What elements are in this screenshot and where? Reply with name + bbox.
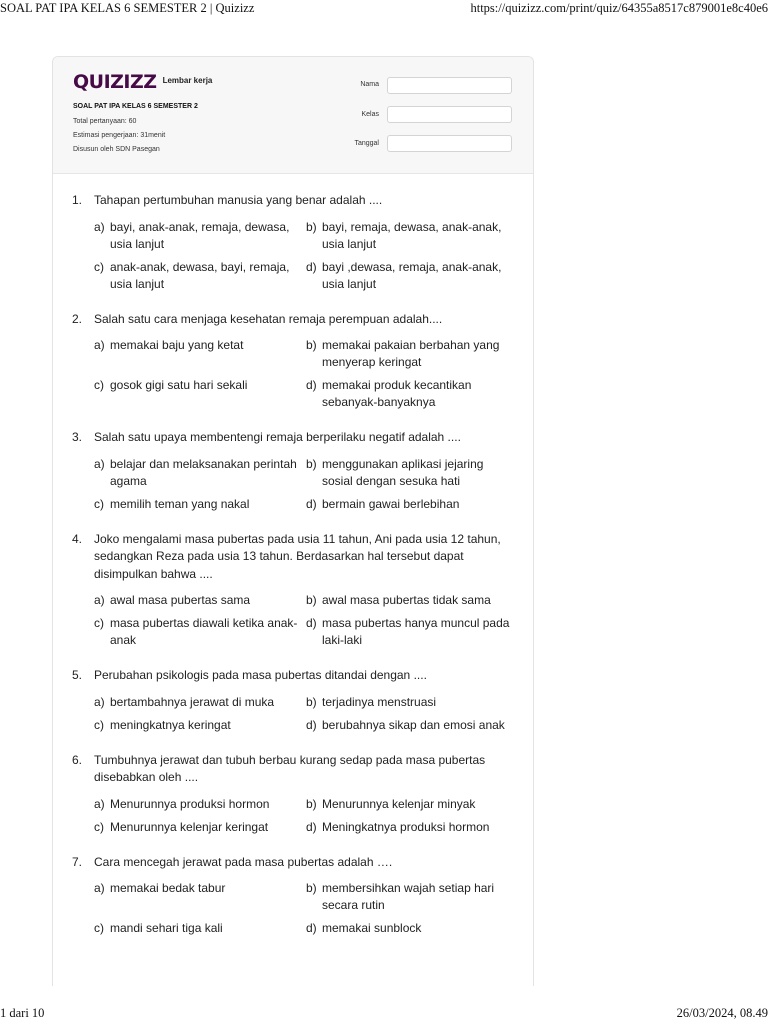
option-letter: b) [306, 593, 317, 607]
question-3 [72, 429, 517, 513]
option-letter: b) [306, 881, 317, 895]
quizizz-logo: QUIZIZZ [73, 71, 157, 93]
option-letter: d) [306, 496, 317, 511]
option-letter: b) [306, 338, 317, 352]
option-text: awal masa pubertas sama [110, 593, 251, 607]
option-letter: c) [94, 717, 104, 732]
print-header [0, 0, 768, 18]
option-letter: c) [94, 616, 104, 630]
option-letter: a) [94, 796, 105, 811]
option-a [94, 219, 306, 253]
option-c [94, 717, 306, 734]
option-letter: c) [94, 259, 104, 274]
option-d [306, 717, 518, 734]
option-text: bayi ,dewasa, remaja, anak-anak, usia lanjut [322, 259, 502, 291]
option-a [94, 694, 306, 711]
option-b [306, 694, 518, 711]
option-text: memakai pakaian berbahan yang menyerap keringat [322, 338, 500, 369]
question-text: Tahapan pertumbuhan manusia yang benar adalah .... [94, 193, 383, 207]
option-letter: b) [306, 796, 317, 811]
option-text: mandi sehari tiga kali [110, 921, 223, 935]
estimated-time: Estimasi pengerjaan: 31menit [73, 132, 166, 139]
option-a [94, 880, 306, 914]
question-number: 5. [72, 668, 83, 682]
question-number: 6. [72, 752, 83, 767]
option-d [306, 615, 518, 649]
option-text: bertambahnya jerawat di muka [110, 694, 275, 709]
question-number: 3. [72, 430, 83, 444]
option-text: memakai bedak tabur [110, 881, 226, 895]
print-page-url[interactable]: https://quizizz.com/print/quiz/64355a8517c879001e8c40e6 [470, 1, 768, 15]
question-text: Salah satu cara menjaga kesehatan remaja perempuan adalah.... [94, 311, 443, 326]
class-field[interactable] [387, 106, 512, 123]
option-letter: b) [306, 219, 317, 234]
question-text: Perubahan psikologis pada masa pubertas ditandai dengan .... [94, 668, 427, 682]
worksheet-header [53, 57, 533, 174]
question-2 [72, 311, 517, 412]
option-c [94, 259, 306, 293]
option-letter: a) [94, 881, 105, 895]
print-footer [0, 1002, 768, 1024]
option-text: Menurunnya kelenjar keringat [110, 819, 269, 834]
option-letter: b) [306, 456, 317, 471]
option-letter: d) [306, 616, 317, 630]
option-letter: d) [306, 717, 317, 732]
option-letter: d) [306, 819, 317, 834]
option-letter: d) [306, 921, 317, 935]
option-b [306, 880, 518, 914]
option-b [306, 219, 518, 253]
option-a [94, 337, 306, 371]
option-c [94, 615, 306, 649]
option-c [94, 819, 306, 836]
option-text: meningkatnya keringat [110, 717, 231, 732]
question-text: Tumbuhnya jerawat dan tubuh berbau kurang sedap pada masa pubertas disebabkan oleh .... [94, 752, 486, 784]
question-7 [72, 854, 517, 938]
question-4 [72, 531, 517, 650]
question-text: Joko mengalami masa pubertas pada usia 11 tahun, Ani pada usia 12 tahun, sedangkan Reza pada usia 13 tahun. Berdasarkan hal tersebut dapat disimpulkan bahwa .... [94, 531, 501, 581]
option-letter: d) [306, 259, 317, 274]
option-text: memakai baju yang ketat [110, 338, 244, 352]
option-b [306, 592, 518, 609]
quiz-title: SOAL PAT IPA KELAS 6 SEMESTER 2 [73, 103, 198, 110]
page-number: 1 dari 10 [0, 1006, 45, 1020]
option-a [94, 796, 306, 813]
option-text: memakai sunblock [322, 921, 422, 935]
option-letter: b) [306, 694, 317, 709]
brand [73, 71, 212, 93]
option-b [306, 337, 518, 371]
question-text: Cara mencegah jerawat pada masa pubertas adalah …. [94, 854, 393, 869]
option-a [94, 592, 306, 609]
option-text: terjadinya menstruasi [322, 694, 437, 709]
question-1 [72, 192, 517, 293]
option-text: bayi, anak-anak, remaja, dewasa, usia lanjut [110, 219, 290, 251]
option-c [94, 920, 306, 937]
question-number: 1. [72, 193, 83, 207]
total-questions: Total pertanyaan: 60 [73, 118, 137, 125]
option-d [306, 920, 518, 937]
option-text: Menurunnya kelenjar minyak [322, 796, 476, 811]
option-text: berubahnya sikap dan emosi anak [322, 717, 505, 732]
option-letter: a) [94, 219, 105, 234]
print-datetime: 26/03/2024, 08.49 [676, 1006, 768, 1020]
author: Disusun oleh SDN Pasegan [73, 146, 160, 153]
option-text: gosok gigi satu hari sekali [110, 378, 248, 392]
option-text: Menurunnya produksi hormon [110, 796, 270, 811]
option-letter: c) [94, 819, 104, 834]
option-letter: a) [94, 694, 105, 709]
option-d [306, 496, 518, 513]
option-b [306, 456, 518, 490]
option-text: masa pubertas hanya muncul pada laki-laki [322, 616, 510, 647]
name-label: Nama [360, 81, 379, 88]
worksheet-label: Lembar kerja [162, 75, 213, 85]
option-text: bayi, remaja, dewasa, anak-anak, usia lanjut [322, 219, 502, 251]
question-6 [72, 752, 517, 836]
option-text: menggunakan aplikasi jejaring sosial dengan sesuka hati [322, 456, 484, 488]
option-d [306, 377, 518, 411]
option-text: anak-anak, dewasa, bayi, remaja, usia lanjut [110, 259, 290, 291]
option-letter: c) [94, 921, 104, 935]
worksheet [52, 56, 534, 986]
question-number: 7. [72, 854, 83, 869]
option-c [94, 377, 306, 411]
option-letter: a) [94, 456, 105, 471]
option-text: membersihkan wajah setiap hari secara rutin [322, 881, 495, 912]
option-text: belajar dan melaksanakan perintah agama [110, 456, 297, 488]
class-label: Kelas [361, 111, 379, 118]
name-field[interactable] [387, 77, 512, 94]
option-text: awal masa pubertas tidak sama [322, 593, 491, 607]
option-letter: d) [306, 378, 317, 392]
option-d [306, 819, 518, 836]
option-letter: a) [94, 593, 105, 607]
question-list [72, 192, 517, 955]
option-a [94, 456, 306, 490]
option-letter: c) [94, 378, 104, 392]
option-text: memakai produk kecantikan sebanyak-banyaknya [322, 378, 472, 409]
option-d [306, 259, 518, 293]
option-text: masa pubertas diawali ketika anak-anak [110, 616, 298, 647]
print-page-title: SOAL PAT IPA KELAS 6 SEMESTER 2 | Quizizz [0, 1, 255, 15]
option-text: Meningkatnya produksi hormon [322, 819, 490, 834]
option-c [94, 496, 306, 513]
option-b [306, 796, 518, 813]
option-letter: c) [94, 496, 104, 511]
option-letter: a) [94, 338, 105, 352]
question-text: Salah satu upaya membentengi remaja berperilaku negatif adalah .... [94, 430, 461, 444]
date-field[interactable] [387, 135, 512, 152]
option-text: memilih teman yang nakal [110, 496, 250, 511]
question-number: 4. [72, 531, 83, 546]
question-number: 2. [72, 311, 83, 326]
option-text: bermain gawai berlebihan [322, 496, 460, 511]
date-label: Tanggal [354, 140, 379, 147]
question-5 [72, 667, 517, 734]
